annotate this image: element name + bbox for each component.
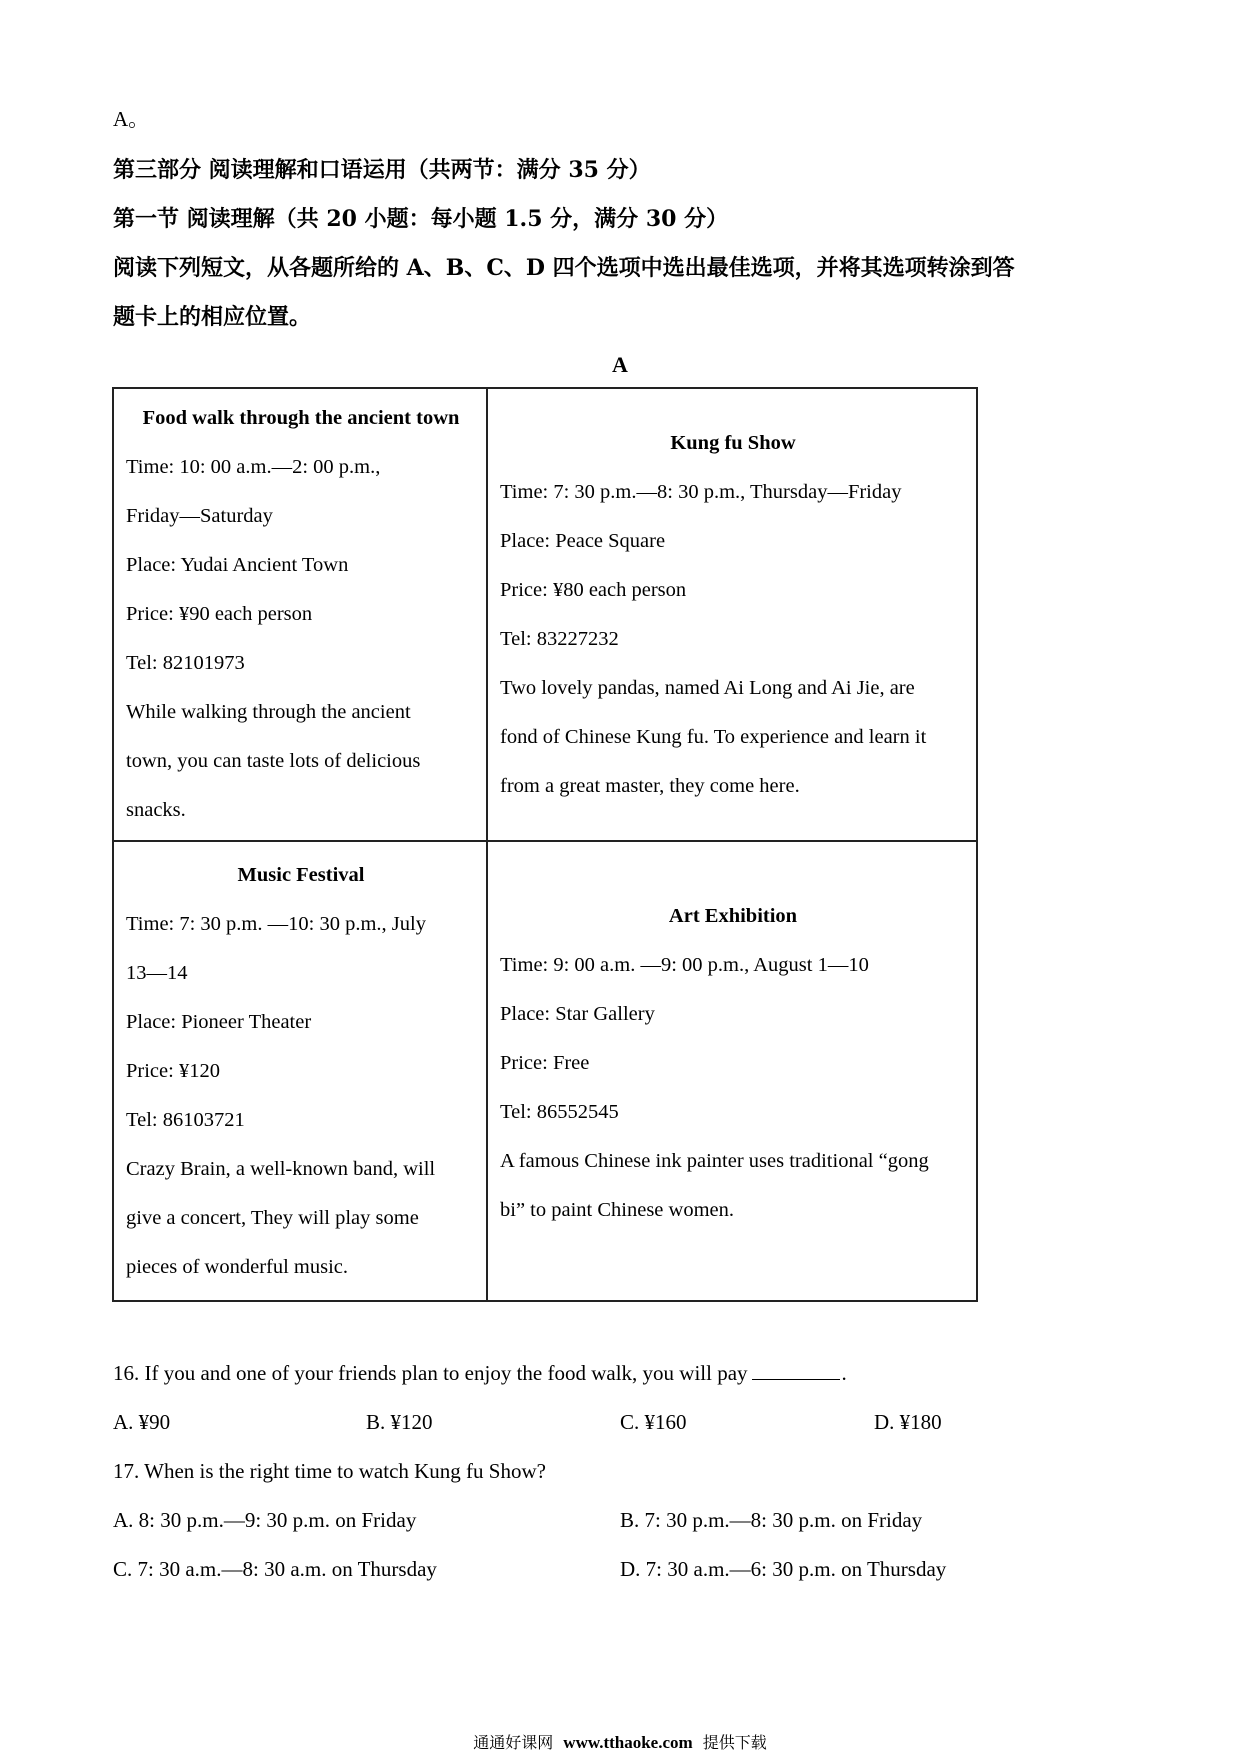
ad-line: Tel: 86103721 (126, 1108, 245, 1131)
option-d: D. 7: 30 a.m.—6: 30 p.m. on Thursday (620, 1557, 947, 1581)
ad-title: Music Festival (237, 863, 365, 886)
option-c: C. ¥160 (620, 1410, 687, 1434)
ad-line: Price: ¥120 (126, 1059, 220, 1082)
ad-food-walk (113, 388, 487, 841)
page-footer (0, 1730, 1240, 1753)
ad-line: Tel: 83227232 (500, 627, 619, 650)
question-stem-end: . (841, 1361, 847, 1385)
ad-title: Food walk through the ancient town (142, 407, 460, 429)
ad-line: Time: 7: 30 p.m. —10: 30 p.m., July (126, 912, 426, 935)
ad-line: Crazy Brain, a well-known band, will (126, 1157, 436, 1180)
ad-line: Tel: 86552545 (500, 1101, 619, 1123)
ad-line: A famous Chinese ink painter uses traditional “gong (500, 1150, 929, 1172)
ad-line: town, you can taste lots of delicious (126, 750, 421, 772)
answer-blank (752, 1361, 840, 1380)
option-b: B. ¥120 (366, 1410, 433, 1434)
ad-title: Kung fu Show (670, 431, 796, 454)
ad-kung-fu-show (487, 388, 977, 841)
part-title: 第三部分 阅读理解和口语运用（共两节：满分 35 分） (113, 157, 651, 183)
footer-site-name: 通通好课网 (473, 1733, 554, 1752)
ad-line: Price: ¥90 each person (126, 603, 313, 625)
ad-title: Art Exhibition (668, 905, 798, 927)
ad-line: Place: Yudai Ancient Town (126, 554, 349, 576)
ad-line: bi” to paint Chinese women. (500, 1199, 734, 1221)
previous-answer: A。 (113, 107, 150, 131)
ad-music-festival (113, 841, 487, 1301)
passage-label: A (612, 352, 628, 377)
ad-line: Time: 9: 00 a.m. —9: 00 p.m., August 1—10 (500, 954, 869, 976)
ad-line: Place: Star Gallery (500, 1003, 655, 1025)
footer-url[interactable]: www.tthaoke.com (563, 1733, 693, 1752)
footer-note: 提供下载 (702, 1733, 767, 1752)
ad-line: Two lovely pandas, named Ai Long and Ai Jie, are (500, 676, 915, 699)
ad-art-exhibition (487, 841, 977, 1301)
ad-line: snacks. (126, 799, 186, 821)
ad-line: Place: Pioneer Theater (126, 1010, 312, 1033)
option-c: C. 7: 30 a.m.—8: 30 a.m. on Thursday (113, 1557, 437, 1581)
question-16 (113, 1361, 847, 1386)
ad-line: fond of Chinese Kung fu. To experience and learn it (500, 725, 927, 748)
ad-line: While walking through the ancient (126, 701, 411, 723)
ads-table (112, 387, 978, 1302)
ad-line: give a concert, They will play some (126, 1206, 419, 1229)
section-title: 第一节 阅读理解（共 20 小题：每小题 1.5 分，满分 30 分） (113, 206, 729, 232)
option-b: B. 7: 30 p.m.—8: 30 p.m. on Friday (620, 1508, 923, 1532)
ad-line: Price: Free (500, 1052, 590, 1074)
option-a: A. 8: 30 p.m.—9: 30 p.m. on Friday (113, 1508, 417, 1532)
instructions-line-2: 题卡上的相应位置。 (113, 304, 312, 330)
ad-line: pieces of wonderful music. (126, 1255, 349, 1278)
ad-line: Time: 7: 30 p.m.—8: 30 p.m., Thursday—Friday (500, 480, 902, 503)
question-17: 17. When is the right time to watch Kung fu Show? (113, 1459, 546, 1483)
ad-line: from a great master, they come here. (500, 774, 800, 797)
question-stem: 16. If you and one of your friends plan to enjoy the food walk, you will pay (113, 1361, 748, 1385)
option-a: A. ¥90 (113, 1410, 171, 1434)
option-d: D. ¥180 (874, 1410, 942, 1434)
ad-line: Place: Peace Square (500, 529, 666, 552)
instructions-line-1: 阅读下列短文，从各题所给的 A、B、C、D 四个选项中选出最佳选项，并将其选项转涂到答 (113, 255, 1015, 281)
ad-line: 13—14 (126, 961, 188, 984)
ad-line: Tel: 82101973 (126, 652, 245, 674)
ad-line: Friday—Saturday (126, 505, 273, 527)
ad-line: Time: 10: 00 a.m.—2: 00 p.m., (126, 456, 381, 478)
ad-line: Price: ¥80 each person (500, 578, 687, 601)
